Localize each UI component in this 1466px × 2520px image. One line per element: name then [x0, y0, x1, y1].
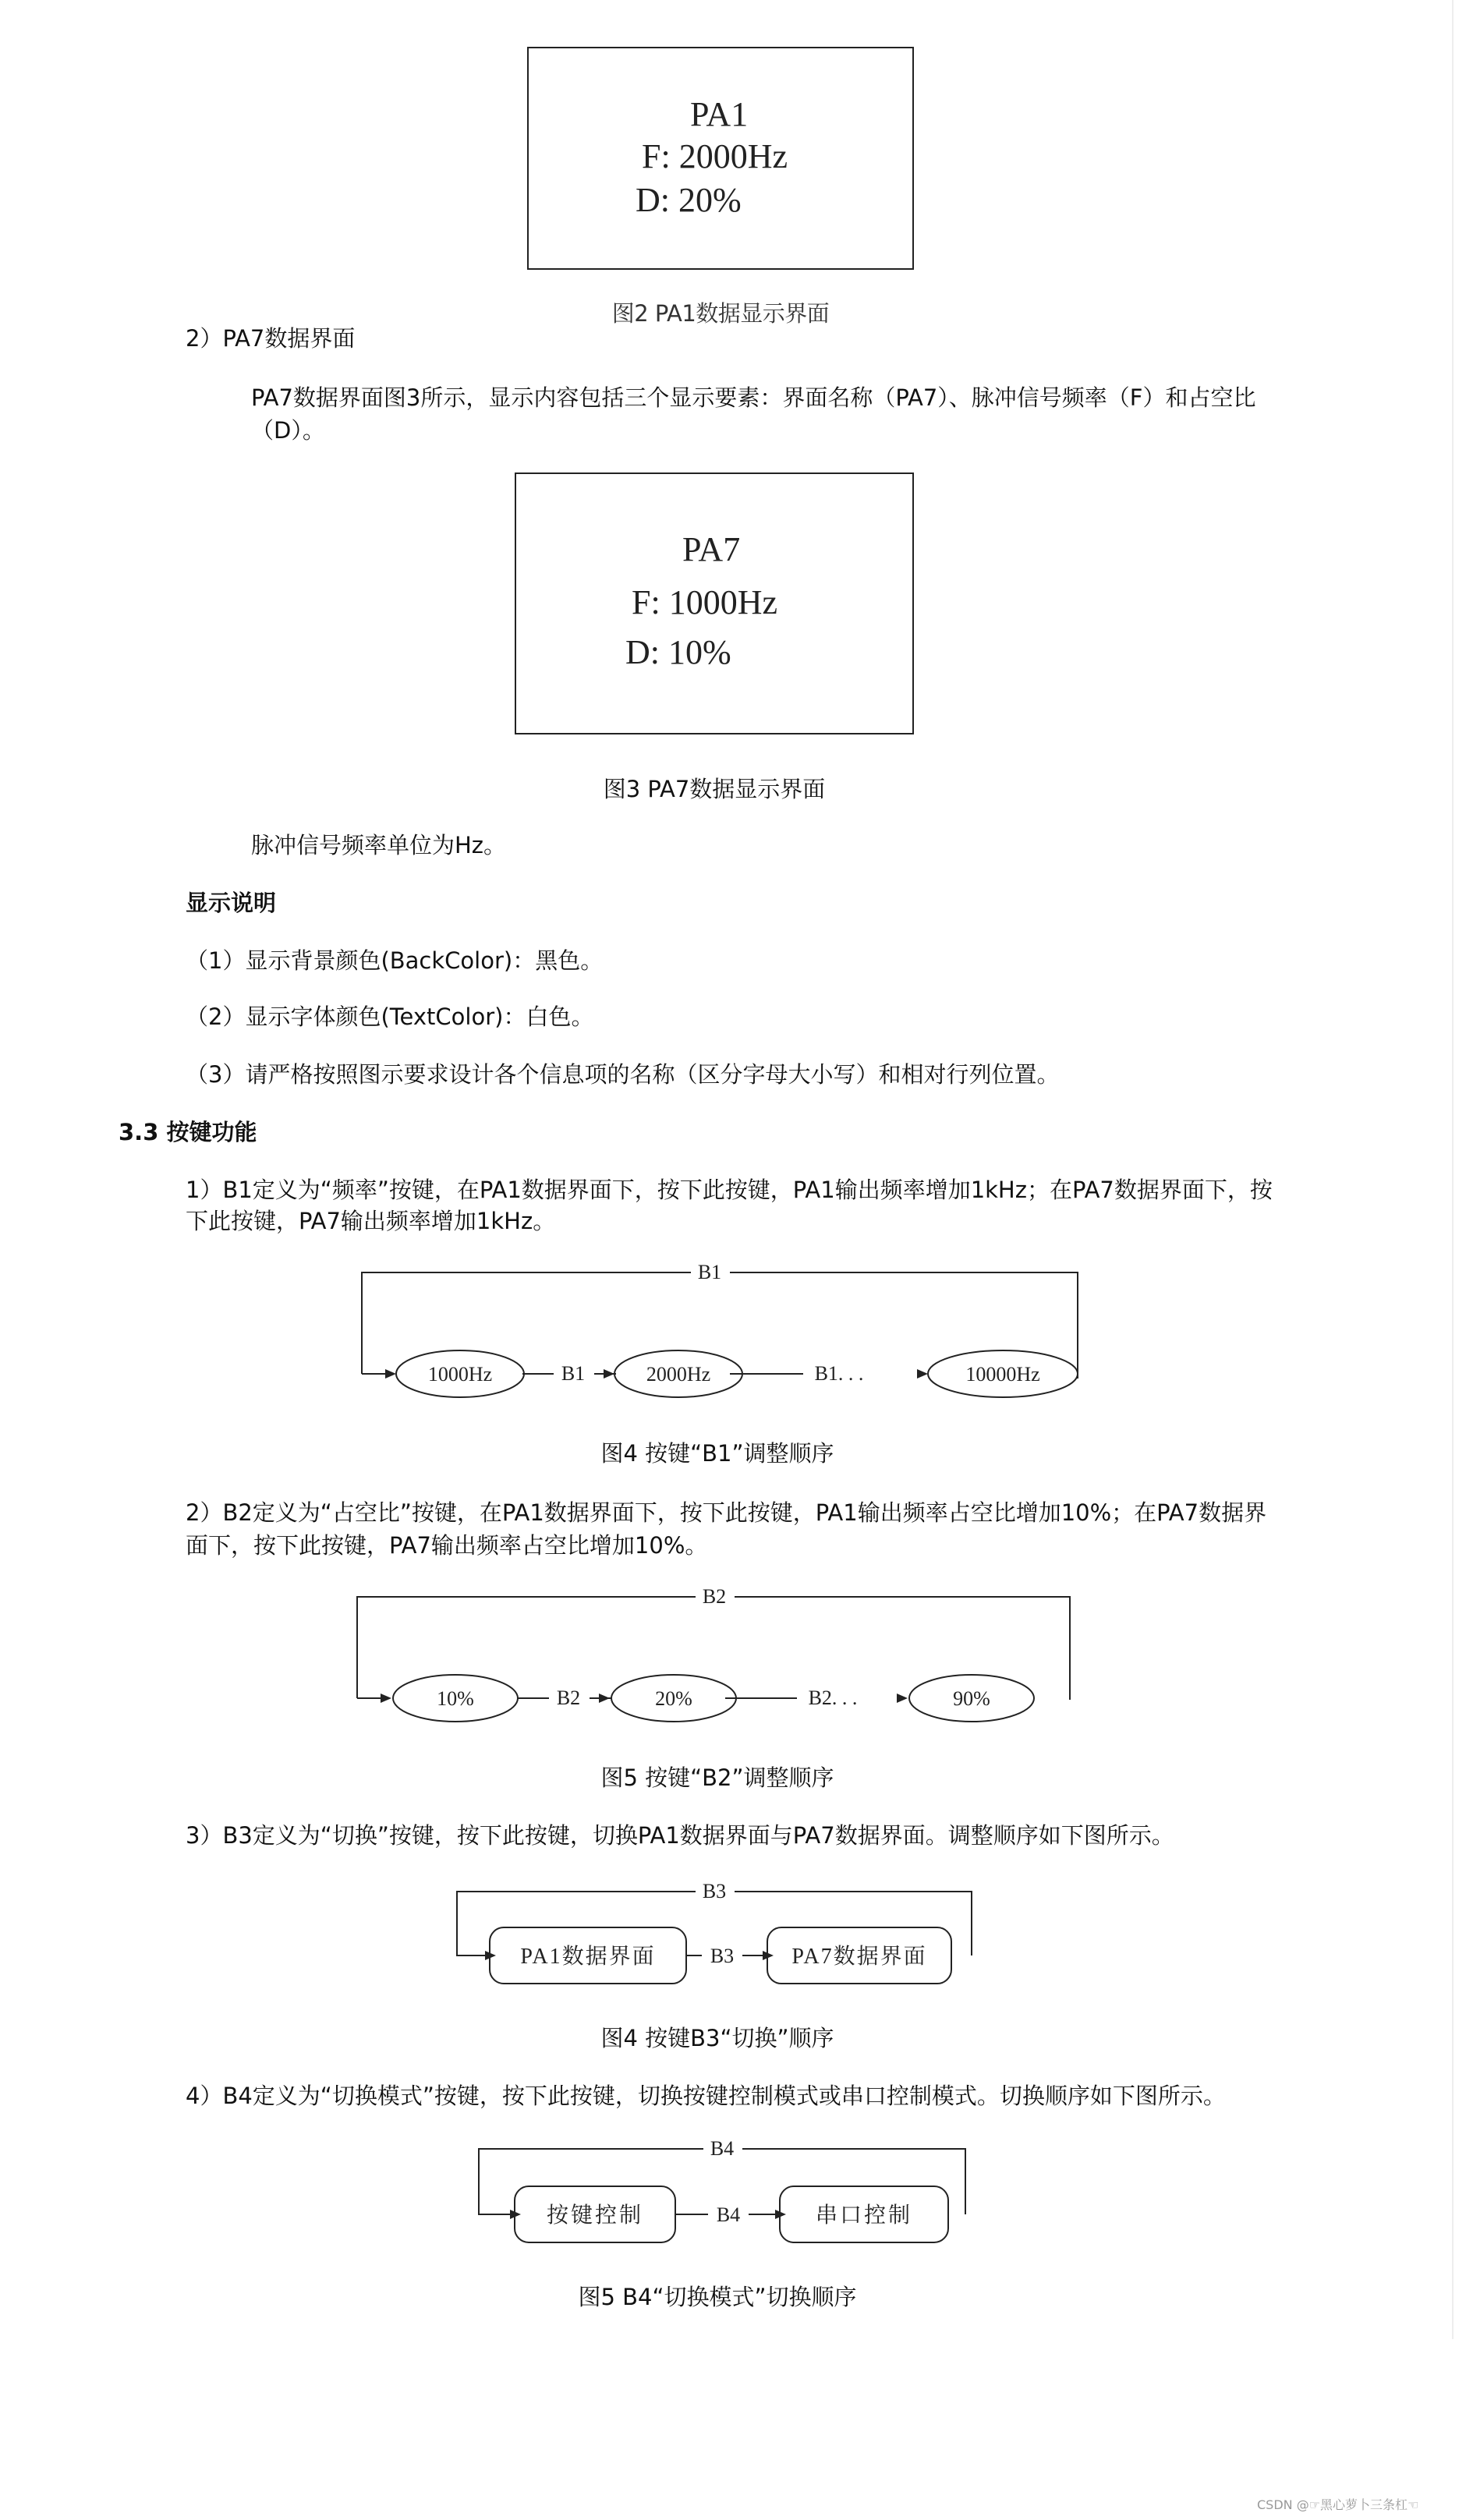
fig3-line-duty: D: 10%: [625, 633, 731, 671]
b2-desc-line1: 2）B2定义为“占空比”按键，在PA1数据界面下，按下此按键，PA1输出频率占空比增加10%；在PA7数据界: [186, 1499, 1267, 1526]
fig4-loop-label: B1: [697, 1262, 722, 1283]
arrow-icon: [381, 1694, 391, 1703]
arrow-icon: [385, 1369, 396, 1379]
fig2-display: [527, 47, 914, 270]
fig4b-edge-label: B3: [710, 1945, 735, 1967]
fig2-line-freq: F: 2000Hz: [642, 137, 788, 175]
fig5-node-1-label: 10%: [437, 1687, 474, 1710]
arrow-icon: [604, 1369, 614, 1379]
b4-desc: 4）B4定义为“切换模式”按键，按下此按键，切换按键控制模式或串口控制模式。切换顺序如下图所示。: [186, 2083, 1226, 2109]
fig3-line-freq: F: 1000Hz: [632, 583, 777, 621]
pa7-desc-line2: （D）。: [251, 417, 325, 444]
fig5b-loop-label: B4: [710, 2137, 735, 2160]
fig5-diagram: [343, 1586, 1092, 1734]
b2-desc-line2: 面下，按下此按键，PA7输出频率占空比增加10%。: [186, 1532, 708, 1559]
fig4b-diagram: [444, 1873, 990, 1990]
arrow-icon: [917, 1369, 928, 1379]
fig4-caption: 图4 按键“B1”调整顺序: [600, 1440, 834, 1467]
pa7-desc-line1: PA7数据界面图3所示，显示内容包括三个显示要素：界面名称（PA7）、脉冲信号频率（F）和占空比: [251, 384, 1256, 411]
fig4-edge1-label: B1: [561, 1362, 586, 1385]
fig5b-edge-label: B4: [716, 2203, 741, 2226]
arrow-icon: [897, 1694, 908, 1703]
fig4-node-1-label: 1000Hz: [427, 1363, 493, 1386]
freq-unit-note: 脉冲信号频率单位为Hz。: [251, 832, 507, 858]
fig2-line-duty: D: 20%: [636, 181, 742, 219]
fig4-diagram: [343, 1262, 1092, 1410]
fig5-loop-line: [357, 1597, 1070, 1700]
fig5-edge2-label: B2. . .: [808, 1686, 858, 1709]
fig5-caption: 图5 按键“B2”调整顺序: [600, 1764, 834, 1791]
b1-desc-line1: 1）B1定义为“频率”按键，在PA1数据界面下，按下此按键，PA1输出频率增加1kHz；在PA7数据界面下，按: [186, 1177, 1273, 1203]
section-3-3-title: 3.3 按键功能: [119, 1119, 257, 1145]
fig5-node-2-label: 20%: [655, 1687, 692, 1710]
fig4b-caption: 图4 按键B3“切换”顺序: [600, 2025, 834, 2051]
fig5b-diagram: [465, 2133, 979, 2250]
fig4-edge2-label: B1. . .: [814, 1362, 864, 1385]
footer-watermark: CSDN @☞黑心萝卜三条杠☜: [1257, 2497, 1419, 2512]
fig5-loop-label: B2: [702, 1586, 727, 1608]
fig4-node-2-label: 2000Hz: [646, 1363, 711, 1386]
arrow-icon: [599, 1694, 610, 1703]
fig4b-loop-label: B3: [702, 1880, 727, 1902]
b1-desc-line2: 下此按键，PA7输出频率增加1kHz。: [186, 1208, 556, 1234]
display-note-3: （3）请严格按照图示要求设计各个信息项的名称（区分字母大小写）和相对行列位置。: [186, 1061, 1060, 1088]
fig2-line-name: PA1: [690, 95, 749, 133]
pa7-heading: 2）PA7数据界面: [186, 325, 356, 352]
fig5-node-3-label: 90%: [953, 1687, 990, 1710]
fig5b-node-2-label: 串口控制: [815, 2203, 913, 2228]
fig5b-caption: 图5 B4“切换模式”切换顺序: [578, 2284, 857, 2310]
display-notes-title: 显示说明: [186, 890, 277, 916]
display-note-1: （1）显示背景颜色(BackColor)：黑色。: [186, 947, 604, 974]
fig3-caption: 图3 PA7数据显示界面: [603, 776, 826, 802]
fig4-node-3-label: 10000Hz: [965, 1363, 1040, 1386]
b3-desc: 3）B3定义为“切换”按键，按下此按键，切换PA1数据界面与PA7数据界面。调整顺序如下图所示。: [186, 1822, 1174, 1849]
fig5-edge1-label: B2: [556, 1686, 581, 1709]
fig2-caption: 图2 PA1数据显示界面: [611, 300, 830, 327]
fig5b-node-1-label: 按键控制: [546, 2203, 644, 2228]
fig3-line-name: PA7: [682, 530, 741, 568]
fig3-display: [515, 472, 914, 734]
fig4b-node-2-label: PA7数据界面: [791, 1945, 927, 1969]
fig4b-node-1-label: PA1数据界面: [520, 1945, 656, 1969]
page-edge-line: [1452, 0, 1454, 2339]
display-note-2: （2）显示字体颜色(TextColor)：白色。: [186, 1003, 594, 1030]
